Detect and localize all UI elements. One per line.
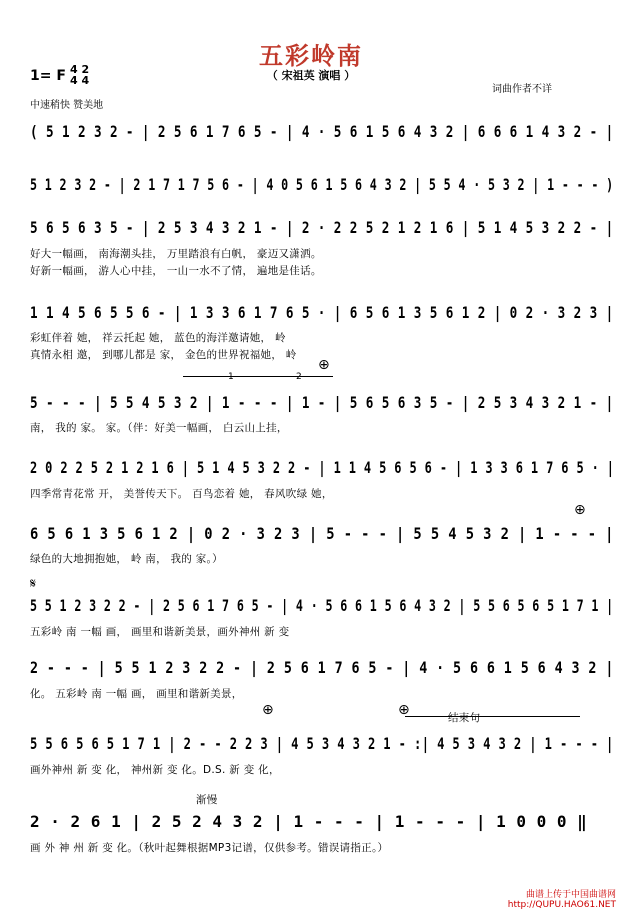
volta-1: 1 — [228, 372, 234, 382]
score-line: 5 5 1 2 3 2 2 - | 2 5 6 1 7 6 5 - | 4 · 5 6 6 1 5 6 4 3 2 | 5 5 6 5 6 5 1 7 1 | — [30, 596, 614, 615]
meter-bottom: 4 4 — [70, 74, 90, 87]
score-line: ( 5 1 2 3 2 - | 2 5 6 1 7 6 5 - | 4 · 5 6 1 5 6 4 3 2 | 6 6 6 1 4 3 2 - | — [30, 122, 614, 141]
lyric-line: 好新一幅画， 游人心中挂， 一山一水不了情， 遍地是佳话。 — [30, 265, 322, 277]
ending-label: 结束句 — [448, 712, 481, 724]
score-line: 5 5 6 5 6 5 1 7 1 | 2 - - 2 2 3 | 4 5 3 4 3 2 1 - :| 4 5 3 4 3 2 | 1 - - - | — [30, 734, 614, 753]
lyric-line: 彩虹伴着 她， 祥云托起 她， 蓝色的海洋邀请她， 岭 — [30, 332, 286, 344]
lyric-line: 南， 我的 家。 家。（伴：好美一幅画， 白云山上挂， — [30, 422, 288, 434]
footer-site: 曲谱上传于中国曲谱网 — [525, 890, 616, 900]
score-line: 5 - - - | 5 5 4 5 3 2 | 1 - - - | 1 - | 5 6 5 6 3 5 - | 2 5 3 4 3 2 1 - | — [30, 393, 614, 412]
footer-url: http://QUPU.HAO61.NET — [507, 900, 616, 910]
tempo-marking: 中速稍快 赞美地 — [30, 100, 104, 111]
score-line: 1 1 4 5 6 5 5 6 - | 1 3 3 6 1 7 6 5 · | 6 5 6 1 3 5 6 1 2 | 0 2 · 3 2 3 | — [30, 303, 614, 322]
volta-bracket — [183, 376, 333, 379]
lyric-line: 好大一幅画， 南海潮头挂， 万里踏浪有白帆， 豪迈又潇洒。 — [30, 248, 322, 260]
page-title: 五彩岭南 — [259, 42, 363, 70]
score-line: 2 · 2 6 1 | 2 5 2 4 3 2 | 1 - - - | 1 - - - | 1 0 0 0 ‖ — [30, 812, 588, 831]
coda-icon: ⊕ — [574, 502, 586, 518]
score-line: 2 0 2 2 5 2 1 2 1 6 | 5 1 4 5 3 2 2 - | 1 1 4 5 6 5 6 - | 1 3 3 6 1 7 6 5 · | — [30, 458, 615, 477]
coda-icon: ⊕ — [398, 702, 410, 718]
meter-top: 4 2 — [70, 63, 90, 76]
performer: （ 宋祖英 演唱 ） — [266, 69, 356, 82]
volta-2: 2 — [296, 372, 302, 382]
composer: 词曲作者不详 — [492, 84, 552, 95]
segno-icon: 𝄋 — [30, 576, 37, 592]
lyric-line: 五彩岭 南 一幅 画， 画里和谐新美景，画外神州 新 变 — [30, 626, 290, 638]
ending-bracket — [405, 716, 580, 717]
lyric-line: 绿色的大地拥抱她， 岭 南， 我的 家。） — [30, 553, 223, 565]
lyric-line: 化。 五彩岭 南 一幅 画， 画里和谐新美景， — [30, 688, 243, 700]
score-line: 2 - - - | 5 5 1 2 3 2 2 - | 2 5 6 1 7 6 5 - | 4 · 5 6 6 1 5 6 4 3 2 | — [30, 658, 614, 677]
footer — [508, 890, 616, 910]
key-signature: 1= F — [30, 68, 66, 84]
score-line: 5 1 2 3 2 - | 2 1 7 1 7 5 6 - | 4 0 5 6 1 5 6 4 3 2 | 5 5 4 · 5 3 2 | 1 - - - ) — [30, 175, 614, 194]
score-line: 5 6 5 6 3 5 - | 2 5 3 4 3 2 1 - | 2 · 2 2 5 2 1 2 1 6 | 5 1 4 5 3 2 2 - | — [30, 218, 614, 237]
coda-icon: ⊕ — [318, 357, 330, 373]
lyric-line: 四季常青花常 开， 美誉传天下。 百鸟恋着 她， 春风吹绿 她， — [30, 488, 333, 500]
tempo-change: 渐慢 — [196, 794, 218, 806]
score-line: 6 5 6 1 3 5 6 1 2 | 0 2 · 3 2 3 | 5 - - - | 5 5 4 5 3 2 | 1 - - - | — [30, 524, 614, 543]
lyric-line: 画外神州 新 变 化， 神州新 变 化。D.S. 新 变 化， — [30, 764, 280, 776]
lyric-line: 真情永相 邀， 到哪儿都是 家， 金色的世界祝福她， 岭 — [30, 349, 297, 361]
lyric-line: 画 外 神 州 新 变 化。（秋叶起舞根据MP3记谱，仅供参考。错误请指正。） — [30, 842, 389, 854]
time-signature — [70, 64, 89, 86]
coda-icon: ⊕ — [262, 702, 274, 718]
